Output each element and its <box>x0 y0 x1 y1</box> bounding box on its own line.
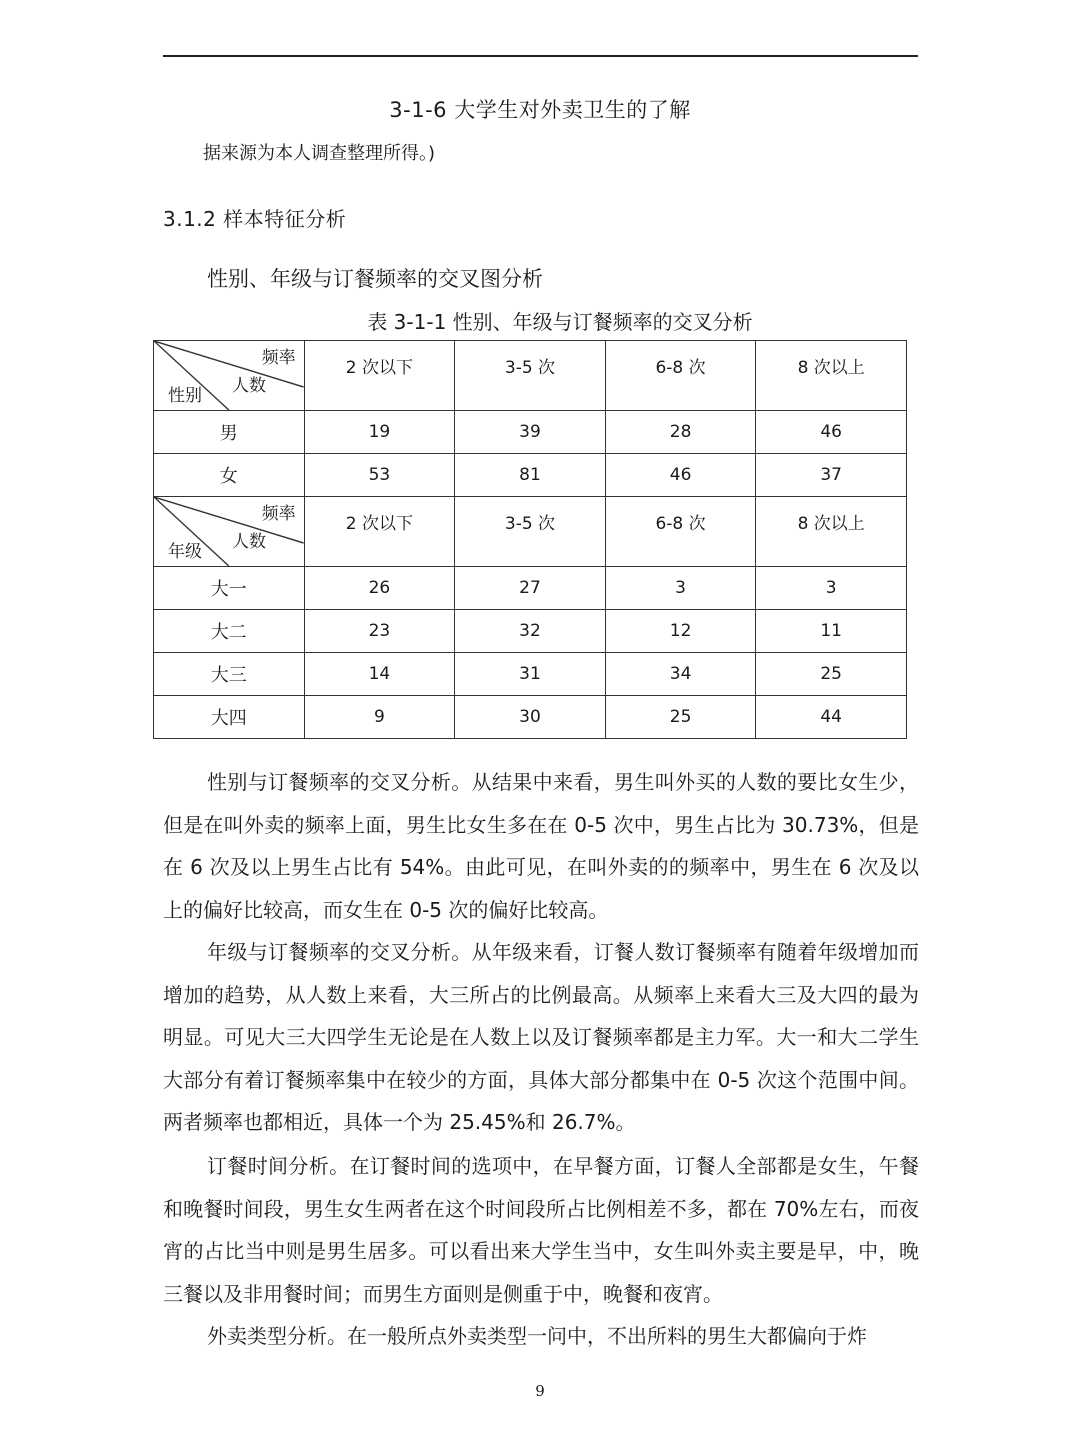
table-cell: 14 <box>304 653 455 696</box>
table-cell: 19 <box>304 411 455 454</box>
table-cell: 25 <box>756 653 907 696</box>
grade-header-row <box>154 497 907 567</box>
table-row <box>154 696 907 739</box>
row-label: 大四 <box>154 696 305 739</box>
table-cell: 32 <box>455 610 606 653</box>
sub-heading: 性别、年级与订餐频率的交叉图分析 <box>207 267 543 291</box>
table-cell: 12 <box>605 610 756 653</box>
column-header: 2 次以下 <box>304 341 455 411</box>
table-cell: 3 <box>756 567 907 610</box>
row-label: 男 <box>154 411 305 454</box>
cross-analysis-table <box>153 340 907 739</box>
source-note: 据来源为本人调查整理所得。) <box>203 143 436 164</box>
table-cell: 53 <box>304 454 455 497</box>
column-header: 8 次以上 <box>756 497 907 567</box>
gender-header-row <box>154 341 907 411</box>
table-cell: 26 <box>304 567 455 610</box>
column-header: 8 次以上 <box>756 341 907 411</box>
diag-label-gender: 性别 <box>168 386 202 406</box>
table-cell: 44 <box>756 696 907 739</box>
header-rule <box>163 55 918 57</box>
row-label: 大三 <box>154 653 305 696</box>
diagonal-header-cell <box>154 341 305 411</box>
table-cell: 46 <box>605 454 756 497</box>
column-header: 6-8 次 <box>605 497 756 567</box>
table-caption: 表 3-1-1 性别、年级与订餐频率的交叉分析 <box>367 310 753 334</box>
diag-label-count: 人数 <box>232 376 266 396</box>
diag-label-frequency: 频率 <box>261 348 296 368</box>
diagonal-header-cell <box>154 497 305 567</box>
table-row <box>154 610 907 653</box>
page-number: 9 <box>535 1382 545 1400</box>
body-paragraph: 订餐时间分析。在订餐时间的选项中，在早餐方面，订餐人全部都是女生，午餐和晚餐时间段，男生女生两者在这个时间段所占比例相差不多，都在 70%左右，而夜宵的占比当中则是男生居多。可以看出来大学生当中，女生叫外卖主要是早，中，晚三餐以及非用餐时间；而男生方面则是侧重于中，晚餐和夜宵。 <box>163 1154 919 1306</box>
table-cell: 39 <box>455 411 606 454</box>
diag-label-count: 人数 <box>232 532 266 552</box>
row-label: 大一 <box>154 567 305 610</box>
table-cell: 11 <box>756 610 907 653</box>
table-row <box>154 411 907 454</box>
table-cell: 81 <box>455 454 606 497</box>
table-cell: 25 <box>605 696 756 739</box>
table-cell: 3 <box>605 567 756 610</box>
table-row <box>154 653 907 696</box>
column-header: 6-8 次 <box>605 341 756 411</box>
column-header: 3-5 次 <box>455 497 606 567</box>
column-header: 2 次以下 <box>304 497 455 567</box>
row-label: 女 <box>154 454 305 497</box>
figure-title: 3-1-6 大学生对外卖卫生的了解 <box>389 98 691 122</box>
table-cell: 28 <box>605 411 756 454</box>
table-cell: 30 <box>455 696 606 739</box>
table-cell: 34 <box>605 653 756 696</box>
body-paragraph: 外卖类型分析。在一般所点外卖类型一问中，不出所料的男生大都偏向于炸 <box>207 1324 867 1348</box>
diag-label-grade: 年级 <box>168 542 202 562</box>
table-row <box>154 567 907 610</box>
section-heading: 3.1.2 样本特征分析 <box>163 207 347 231</box>
body-paragraph: 性别与订餐频率的交叉分析。从结果中来看，男生叫外买的人数的要比女生少，但是在叫外卖的频率上面，男生比女生多在在 0-5 次中，男生占比为 30.73%，但是在 6 次及以上男生占比有 54%。由此可见，在叫外卖的的频率中，男生在 6 次及以上的偏好比较高，而女生在 0-5 次的偏好比较高。 <box>163 770 919 922</box>
table-row <box>154 454 907 497</box>
row-label: 大二 <box>154 610 305 653</box>
table-cell: 37 <box>756 454 907 497</box>
body-paragraph: 年级与订餐频率的交叉分析。从年级来看，订餐人数订餐频率有随着年级增加而增加的趋势，从人数上来看，大三所占的比例最高。从频率上来看大三及大四的最为明显。可见大三大四学生无论是在人数上以及订餐频率都是主力军。大一和大二学生大部分有着订餐频率集中在较少的方面，具体大部分都集中在 0-5 次这个范围中间。两者频率也都相近，具体一个为 25.45%和 26.7%。 <box>163 940 919 1134</box>
column-header: 3-5 次 <box>455 341 606 411</box>
table-cell: 27 <box>455 567 606 610</box>
diag-label-frequency: 频率 <box>261 504 296 524</box>
table-cell: 31 <box>455 653 606 696</box>
table-cell: 9 <box>304 696 455 739</box>
table-cell: 46 <box>756 411 907 454</box>
table-cell: 23 <box>304 610 455 653</box>
